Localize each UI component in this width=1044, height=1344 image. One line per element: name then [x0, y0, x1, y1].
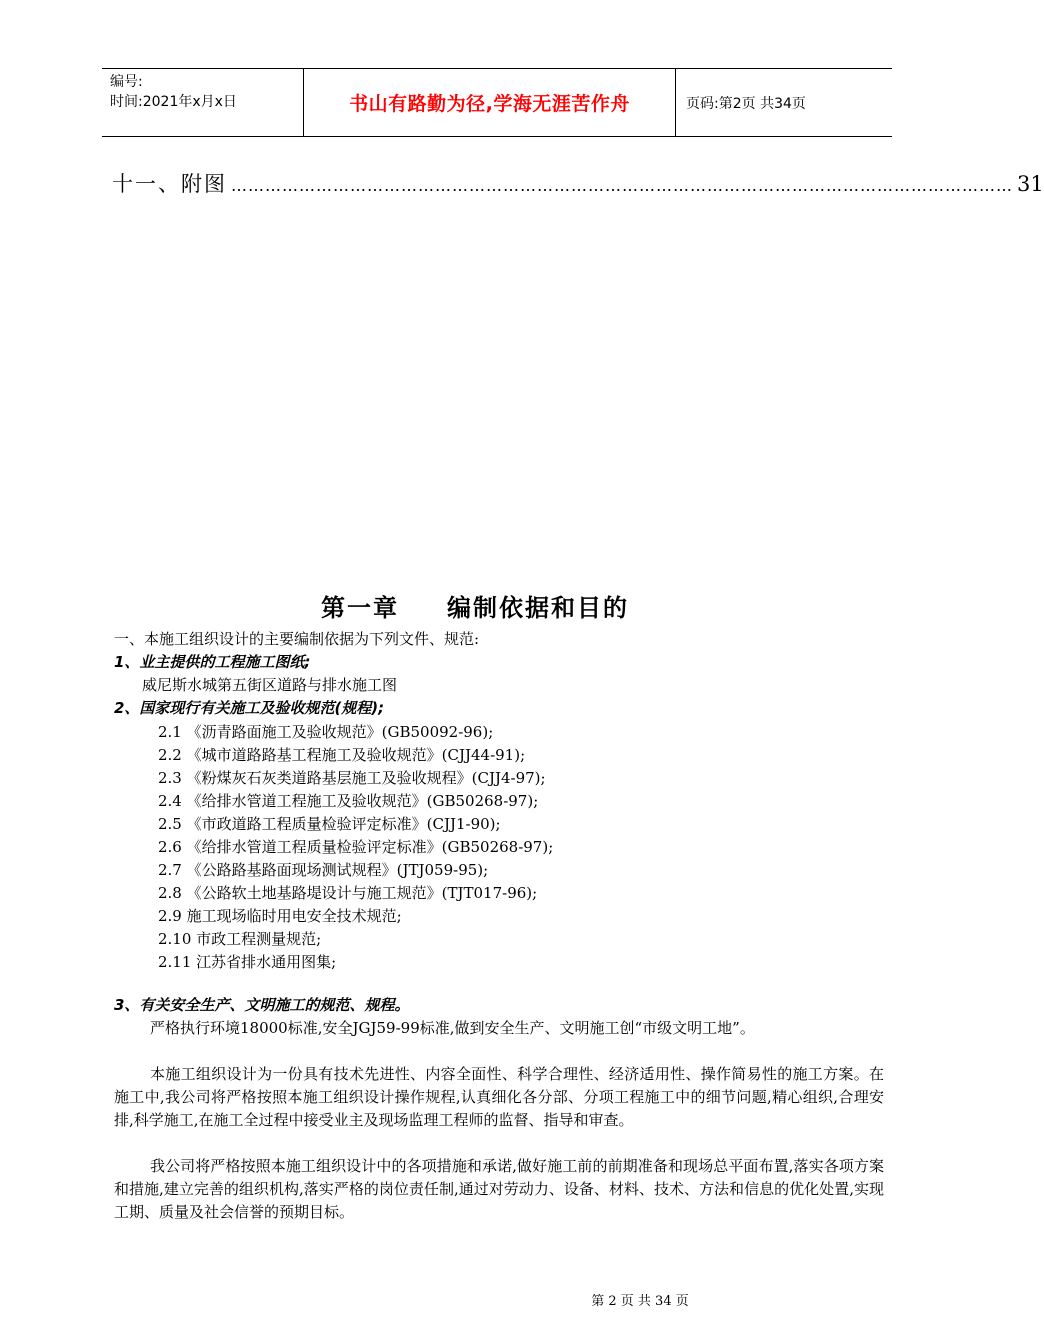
header-meta	[102, 69, 304, 136]
list-item: 2.8 《公路软土地基路堤设计与施工规范》(TJT017-96);	[158, 884, 538, 902]
list-item: 2.7 《公路路基路面现场测试规程》(JTJ059-95);	[158, 861, 489, 879]
list-item: 2.2 《城市道路路基工程施工及验收规范》(CJJ44-91);	[158, 746, 526, 764]
section-1-item: 威尼斯水城第五街区道路与排水施工图	[142, 676, 398, 694]
list-item: 2.3 《粉煤灰石灰类道路基层施工及验收规程》(CJJ4-97);	[158, 769, 546, 787]
list-item: 2.9 施工现场临时用电安全技术规范;	[158, 907, 402, 925]
section-1-title: 1、业主提供的工程施工图纸;	[114, 653, 311, 671]
page-footer: 第 2 页 共 34 页	[591, 1294, 689, 1309]
paragraph: 我公司将严格按照本施工组织设计中的各项措施和承诺,做好施工前的前期准备和现场总平面布置,落实各项方案和措施,建立完善的组织机构,落实严格的岗位责任制,通过对劳动力、设备、材料、技术、方法和信息的优化处置,实现工期、质量及社会信誉的预期目标。	[114, 1157, 884, 1221]
chapter-title	[0, 588, 950, 623]
toc-entry[interactable]	[112, 168, 1044, 198]
header-time: 时间:2021年x月x日	[110, 94, 237, 110]
paragraph: 严格执行环境18000标准,安全JGJ59-99标准,做到安全生产、文明施工创“市级文明工地”。	[150, 1019, 755, 1037]
list-item: 2.5 《市政道路工程质量检验评定标准》(CJJ1-90);	[158, 815, 501, 833]
list-item: 2.11 江苏省排水通用图集;	[158, 953, 337, 971]
toc-label: 十一、附图	[112, 172, 227, 196]
header-page: 页码:第2页 共34页	[686, 95, 806, 112]
toc-leader-dots: …………………………………………………………………………………………………………………………	[231, 176, 1013, 195]
section-3-title: 3、有关安全生产、文明施工的规范、规程。	[114, 996, 410, 1014]
list-item: 2.1 《沥青路面施工及验收规范》(GB50092-96);	[158, 723, 494, 741]
header-number: 编号:	[110, 74, 143, 90]
section-2-title: 2、国家现行有关施工及验收规范(规程);	[114, 699, 385, 717]
list-item: 2.6 《给排水管道工程质量检验评定标准》(GB50268-97);	[158, 838, 554, 856]
header-motto: 书山有路勤为径,学海无涯苦作舟	[304, 69, 676, 136]
intro-line: 一、本施工组织设计的主要编制依据为下列文件、规范:	[114, 630, 480, 648]
toc-page-number: 31	[1017, 172, 1044, 196]
paragraph: 本施工组织设计为一份具有技术先进性、内容全面性、科学合理性、经济适用性、操作简易性的施工方案。在施工中,我公司将严格按照本施工组织设计操作规程,认真细化各分部、分项工程施工中的细节问题,精心组织,合理安排,科学施工,在施工全过程中接受业主及现场监理工程师的监督、指导和审查。	[114, 1065, 884, 1129]
chapter-name: 编制依据和目的	[447, 593, 629, 622]
list-item: 2.4 《给排水管道工程施工及验收规范》(GB50268-97);	[158, 792, 539, 810]
page-header	[102, 68, 892, 137]
list-item: 2.10 市政工程测量规范;	[158, 930, 322, 948]
chapter-number: 第一章	[321, 593, 399, 622]
